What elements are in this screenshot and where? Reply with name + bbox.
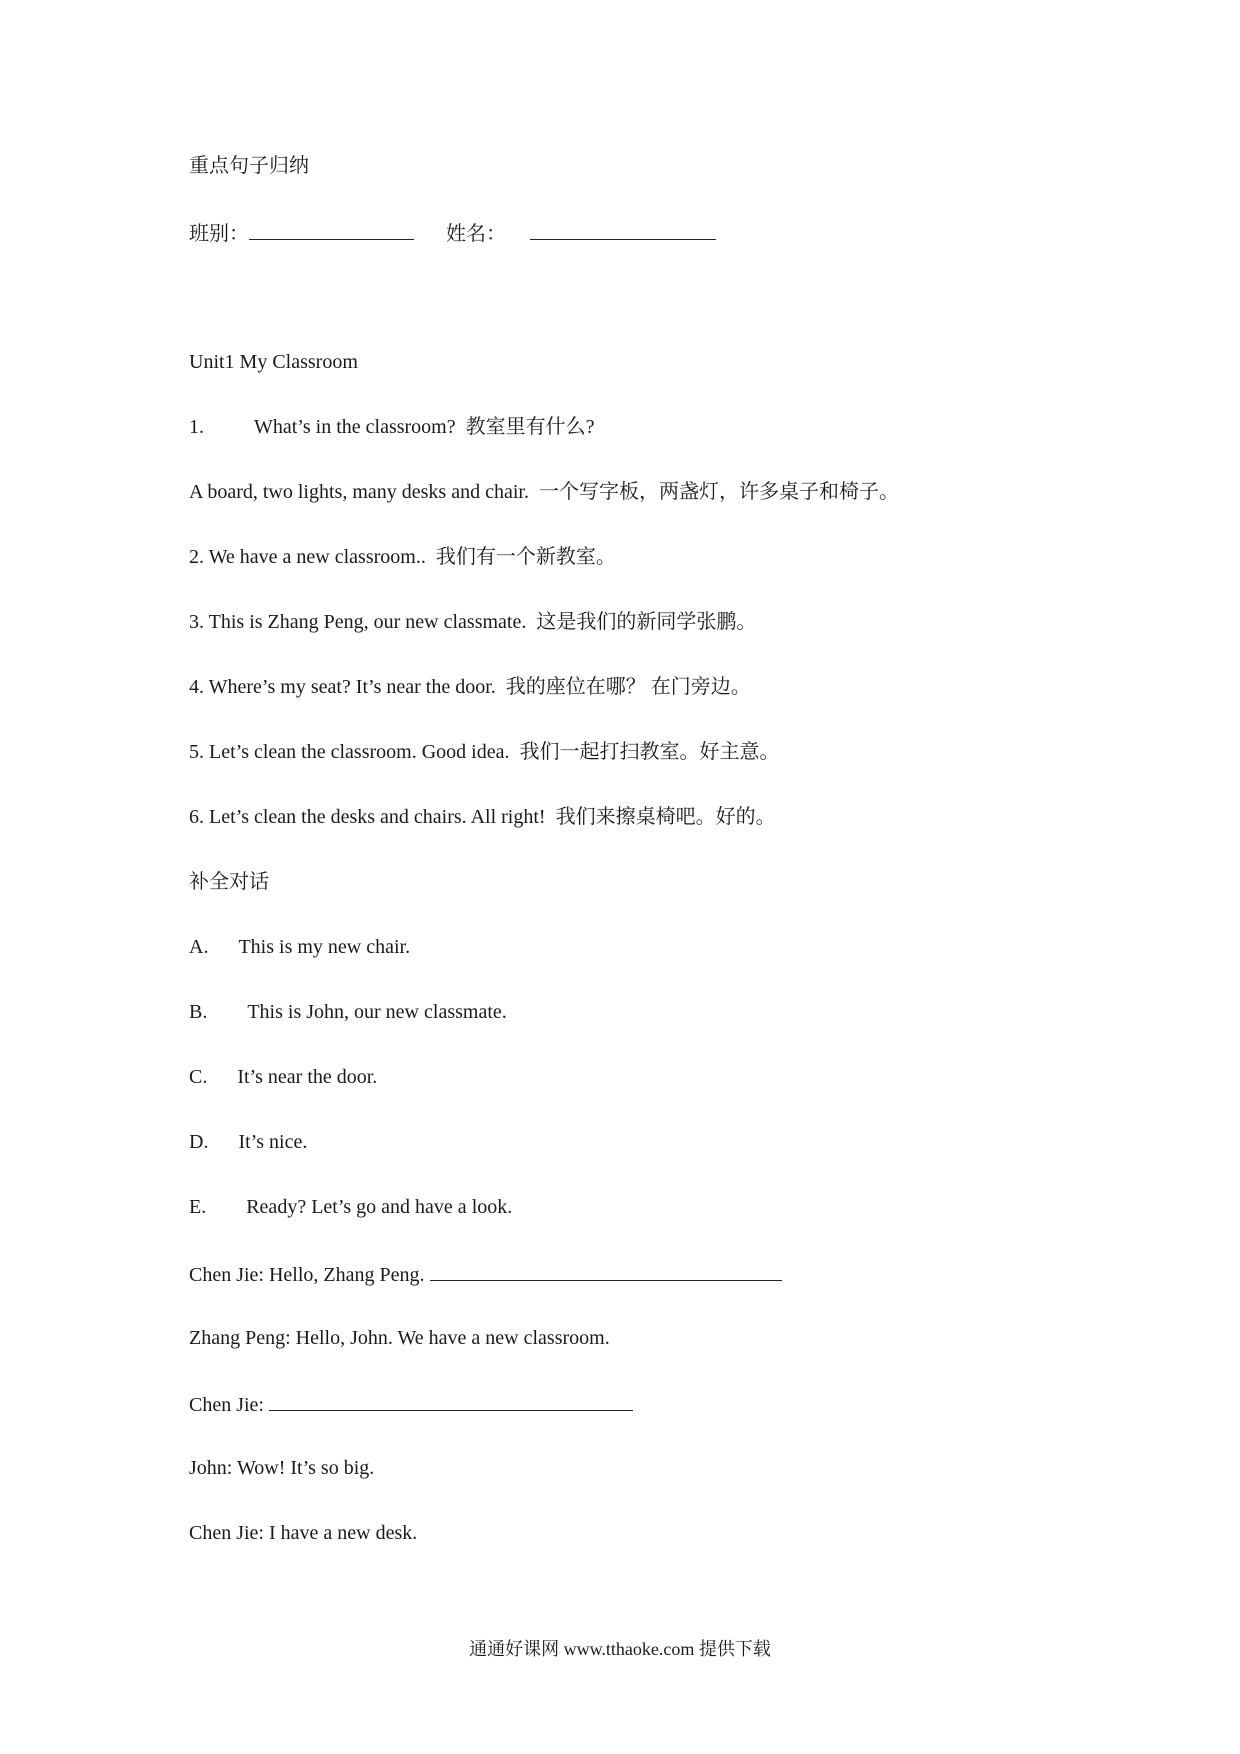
sentence-6: 6. Let’s clean the desks and chairs. All right! 我们来擦桌椅吧。好的。	[189, 806, 776, 828]
dialogue-line-3: Chen Jie:	[189, 1390, 633, 1418]
class-blank[interactable]	[249, 219, 414, 240]
option-b: B. This is John, our new classmate.	[189, 1001, 507, 1023]
option-d: D. It’s nice.	[189, 1131, 308, 1153]
name-blank[interactable]	[530, 219, 716, 240]
unit-title: Unit1 My Classroom	[189, 351, 358, 373]
answer-blank-1[interactable]	[430, 1260, 782, 1281]
dialogue-line-1: Chen Jie: Hello, Zhang Peng.	[189, 1260, 782, 1288]
student-info-row	[189, 219, 716, 247]
option-a: A. This is my new chair.	[189, 936, 411, 958]
class-label: 班别：	[189, 223, 249, 245]
answer-blank-2[interactable]	[269, 1390, 633, 1411]
dialogue-line-5: Chen Jie: I have a new desk.	[189, 1522, 418, 1544]
page-title: 重点句子归纳	[189, 155, 309, 177]
dialogue-heading: 补全对话	[189, 871, 269, 893]
sentence-1-answer: A board, two lights, many desks and chair. 一个写字板，两盏灯，许多桌子和椅子。	[189, 481, 899, 503]
sentence-1: 1. What’s in the classroom? 教室里有什么?	[189, 416, 595, 438]
option-c: C. It’s near the door.	[189, 1066, 378, 1088]
option-e: E. Ready? Let’s go and have a look.	[189, 1196, 513, 1218]
dialogue-line-2: Zhang Peng: Hello, John. We have a new classroom.	[189, 1327, 610, 1349]
name-label: 姓名：	[446, 223, 506, 245]
sentence-4: 4. Where’s my seat? It’s near the door. 我的座位在哪？ 在门旁边。	[189, 676, 751, 698]
dialogue-line-4: John: Wow! It’s so big.	[189, 1457, 375, 1479]
sentence-3: 3. This is Zhang Peng, our new classmate. 这是我们的新同学张鹏。	[189, 611, 757, 633]
sentence-2: 2. We have a new classroom.. 我们有一个新教室。	[189, 546, 616, 568]
page-footer: 通通好课网 www.tthaoke.com 提供下载	[469, 1639, 771, 1659]
sentence-5: 5. Let’s clean the classroom. Good idea. 我们一起打扫教室。好主意。	[189, 741, 780, 763]
